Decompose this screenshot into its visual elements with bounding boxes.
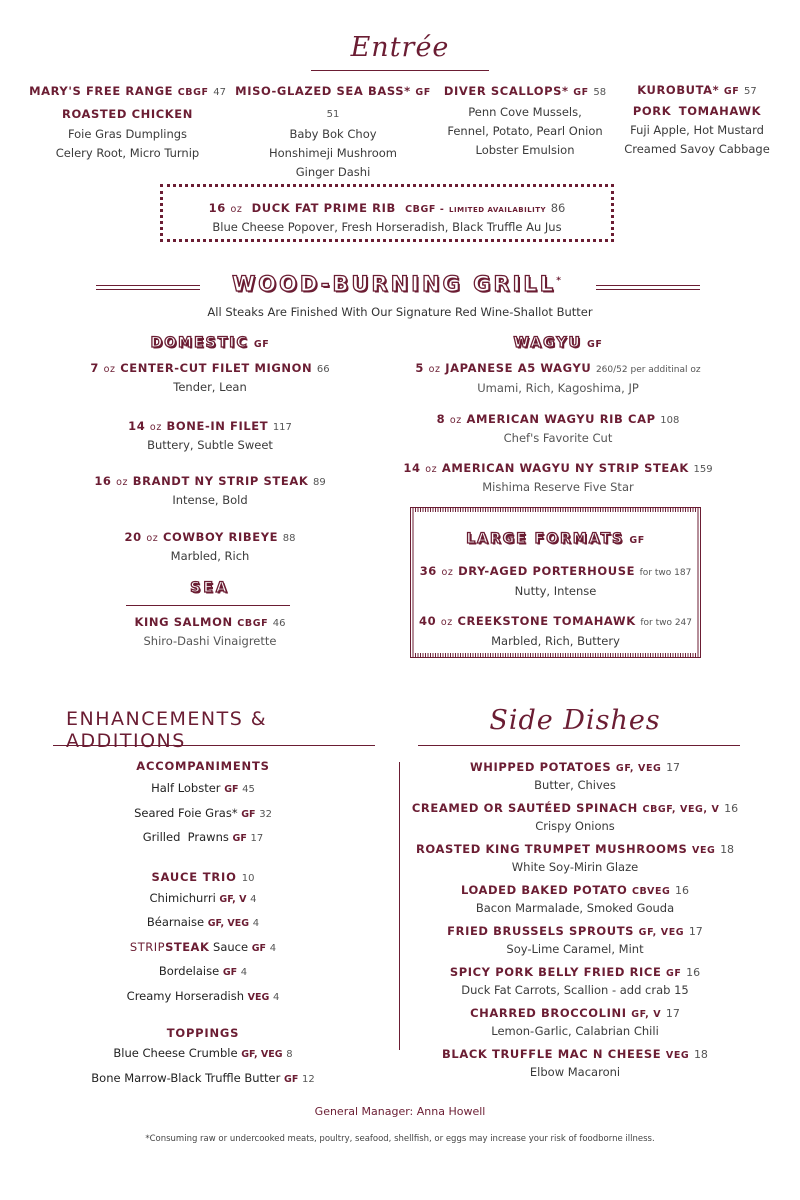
wagyu-section	[408, 332, 708, 355]
grill-asterisk: *	[556, 276, 564, 286]
item-desc: White Soy-Mirin Glaze	[511, 860, 639, 874]
item-desc: Fuji Apple, Hot Mustard	[630, 123, 764, 137]
wagyu-title: WAGYU	[513, 335, 582, 351]
side-item	[410, 759, 740, 800]
item-price: 16	[675, 884, 690, 897]
side-item	[410, 800, 740, 841]
sauce-item	[53, 911, 353, 936]
diet-tag: VEG	[665, 1050, 690, 1061]
domestic-section	[60, 332, 360, 355]
item-unit: oz	[103, 364, 116, 375]
wagyu-item	[400, 460, 716, 497]
item-desc: Marbled, Rich, Buttery	[491, 634, 620, 648]
item-name: CREEKSTONE TOMAHAWK	[457, 614, 636, 628]
grill-title	[205, 272, 591, 296]
diet-tag: GF	[586, 339, 603, 350]
item-oz: 36	[419, 564, 437, 578]
item-unit: oz	[146, 533, 159, 544]
side-item	[410, 1005, 740, 1046]
diet-tag: GF	[232, 833, 247, 844]
grill-rule-left	[96, 285, 200, 290]
item-unit: oz	[449, 415, 462, 426]
entree-title: Entrée	[350, 32, 450, 63]
domestic-item	[60, 529, 360, 566]
item-unit: oz	[149, 422, 162, 433]
sauce-item	[53, 887, 353, 912]
item-price: 17	[688, 925, 703, 938]
health-disclaimer: *Consuming raw or undercooked meats, poultry, seafood, shellfish, or eggs may increase your risk of foodborne illness.	[145, 1134, 655, 1144]
grill-subtitle: All Steaks Are Finished With Our Signature Red Wine-Shallot Butter	[207, 305, 593, 319]
item-name: ROASTED KING TRUMPET MUSHROOMS	[415, 842, 688, 856]
item-unit: oz	[116, 477, 129, 488]
item-price: 45	[242, 784, 255, 795]
item-name: BRANDT NY STRIP STEAK	[132, 474, 309, 488]
side-dishes-underline	[418, 745, 740, 746]
item-oz: 40	[419, 614, 437, 628]
item-price: 88	[282, 533, 296, 544]
brand-steak: STEAK	[165, 939, 210, 954]
item-price: 18	[693, 1048, 708, 1061]
diet-tag: GF	[253, 339, 270, 350]
item-unit: oz	[428, 364, 441, 375]
domestic-item	[60, 473, 360, 510]
accompaniment-item	[53, 777, 353, 802]
item-name: AMERICAN WAGYU RIB CAP	[466, 412, 656, 426]
diet-tag: GF	[573, 87, 589, 98]
item-desc: Nutty, Intense	[514, 584, 597, 598]
sauce-item	[53, 960, 353, 985]
diet-tag: GF	[241, 808, 256, 820]
item-price: 4	[240, 967, 248, 978]
limited-note: LIMITED AVAILABILITY	[449, 206, 547, 214]
item-name: DRY-AGED PORTERHOUSE	[458, 564, 636, 578]
accompaniment-item	[53, 826, 353, 851]
diet-tag: GF, V	[219, 893, 247, 905]
sea-underline	[126, 605, 290, 606]
diet-tag: GF, VEG	[207, 918, 250, 929]
item-desc: Lobster Emulsion	[475, 143, 575, 157]
item-price: 4	[252, 918, 260, 929]
side-dishes-list	[410, 759, 740, 1087]
sauce-item	[53, 936, 353, 961]
item-desc: Creamed Savoy Cabbage	[624, 142, 770, 156]
item-oz: 14	[128, 419, 146, 433]
item-price: 58	[593, 87, 607, 98]
item-desc: Baby Bok Choy	[289, 127, 377, 141]
enhancements-underline	[53, 745, 375, 746]
item-price: 18	[720, 843, 735, 856]
item-desc: Marbled, Rich	[170, 549, 250, 563]
entree-item-scallops	[435, 81, 615, 160]
item-name: DUCK FAT PRIME RIB	[251, 201, 396, 215]
item-price: 260/52 per additinal oz	[595, 365, 701, 375]
enhancements-list	[53, 758, 353, 1091]
sauce-trio-title: SAUCE TRIO	[151, 869, 237, 884]
item-name: Grilled Prawns	[142, 830, 229, 844]
item-oz: 14	[403, 461, 421, 475]
side-dishes-title: Side Dishes	[489, 705, 661, 736]
item-price: 117	[272, 422, 292, 433]
item-price: 4	[250, 893, 257, 905]
brand-strip: STRIP	[129, 939, 166, 954]
diet-tag: GF	[666, 968, 682, 979]
item-desc: Intense, Bold	[172, 493, 248, 507]
entree-title-underline	[311, 70, 489, 71]
domestic-item	[60, 360, 360, 397]
item-unit: oz	[441, 567, 454, 578]
item-name: KUROBUTA*	[637, 83, 720, 97]
side-item	[410, 1046, 740, 1087]
item-price: 89	[312, 477, 326, 488]
item-name: BLACK TRUFFLE MAC N CHEESE	[442, 1047, 662, 1061]
entree-item-pork	[612, 81, 782, 159]
item-price: 108	[660, 415, 680, 426]
diet-tag: GF, VEG	[241, 1049, 283, 1060]
accompaniment-item	[53, 802, 353, 827]
item-desc: Penn Cove Mussels,	[468, 105, 582, 119]
item-name-line2: PORK TOMAHAWK	[632, 104, 762, 118]
item-price: 16	[686, 966, 701, 979]
item-name: Chimichurri	[149, 890, 216, 905]
diet-tag: GF	[251, 942, 267, 954]
item-oz: 8	[436, 412, 446, 426]
diet-tag: GF, VEG	[638, 927, 685, 938]
item-price: 4	[269, 942, 277, 954]
item-desc: Fennel, Potato, Pearl Onion	[447, 124, 603, 138]
item-price: 159	[693, 464, 713, 475]
item-desc: Lemon-Garlic, Calabrian Chili	[491, 1024, 659, 1038]
item-desc: Crispy Onions	[535, 819, 615, 833]
item-desc: Ginger Dashi	[295, 165, 371, 179]
entree-item-chicken	[20, 81, 235, 163]
item-price: 17	[250, 833, 264, 844]
item-unit: oz	[425, 464, 438, 475]
item-name: FRIED BRUSSELS SPROUTS	[447, 924, 635, 938]
item-price: 46	[272, 618, 286, 629]
item-desc: Buttery, Subtle Sweet	[147, 438, 273, 452]
item-unit: oz	[230, 204, 243, 215]
diet-tag: GF, V	[631, 1009, 662, 1020]
large-item	[415, 563, 696, 601]
item-oz: 16	[94, 474, 112, 488]
topping-item	[53, 1067, 353, 1092]
diet-tag: VEG	[247, 991, 270, 1003]
side-item	[410, 841, 740, 882]
entree-item-sea-bass	[228, 81, 438, 182]
general-manager: General Manager: Anna Howell	[314, 1105, 486, 1118]
item-name: BONE-IN FILET	[166, 419, 269, 433]
item-price: for two 247	[640, 618, 692, 628]
sauce-item	[53, 985, 353, 1010]
item-desc: Umami, Rich, Kagoshima, JP	[477, 381, 639, 395]
side-item	[410, 882, 740, 923]
item-name: MARY'S FREE RANGE	[29, 84, 174, 98]
diet-tag: CBGF	[237, 618, 269, 629]
grill-rule-right	[596, 285, 700, 290]
item-name: Half Lobster	[151, 781, 221, 795]
large-formats-title: LARGE FORMATS	[466, 531, 625, 547]
item-price: for two 187	[639, 568, 692, 578]
item-desc: Bacon Marmalade, Smoked Gouda	[475, 901, 675, 915]
item-name: AMERICAN WAGYU NY STRIP STEAK	[441, 461, 689, 475]
item-price: 57	[744, 86, 757, 97]
item-name: WHIPPED POTATOES	[469, 760, 612, 774]
item-desc: Elbow Macaroni	[529, 1065, 621, 1079]
wagyu-item	[400, 411, 716, 448]
diet-tag: GF	[224, 784, 239, 795]
item-name: COWBOY RIBEYE	[162, 530, 279, 544]
toppings-title: TOPPINGS	[166, 1026, 240, 1040]
sea-item	[60, 614, 360, 651]
item-unit: oz	[440, 617, 453, 628]
diet-tag: GF	[415, 87, 431, 98]
item-price: 12	[301, 1073, 315, 1085]
item-price: 66	[316, 364, 330, 375]
large-item	[415, 613, 696, 651]
large-formats-box	[410, 507, 701, 658]
diet-tag: GF	[629, 535, 645, 546]
sauce-trio-price: 10	[241, 872, 255, 884]
diet-tag: VEG	[692, 845, 716, 856]
item-desc: Duck Fat Carrots, Scallion - add crab 15	[461, 983, 689, 997]
item-desc: Honshimeji Mushroom	[268, 146, 397, 160]
item-oz: 5	[415, 361, 425, 375]
sea-title: SEA	[190, 580, 230, 596]
accompaniments-title: ACCOMPANIMENTS	[136, 759, 270, 773]
item-name: CREAMED OR SAUTÉED SPINACH	[411, 801, 638, 815]
side-item	[410, 923, 740, 964]
item-price: 51	[326, 109, 340, 120]
diet-tag: GF	[284, 1073, 299, 1085]
item-oz: 7	[90, 361, 99, 375]
item-name: Béarnaise	[146, 915, 205, 929]
item-price: 47	[213, 87, 226, 98]
domestic-title: DOMESTIC	[150, 335, 249, 351]
topping-item	[53, 1042, 353, 1067]
item-desc: Shiro-Dashi Vinaigrette	[143, 634, 277, 648]
diet-tag: GF	[723, 86, 740, 97]
item-name: Creamy Horseradish	[126, 988, 244, 1003]
item-desc: Celery Root, Micro Turnip	[55, 146, 200, 160]
item-name: Blue Cheese Crumble	[113, 1046, 238, 1060]
item-name-line2: ROASTED CHICKEN	[62, 107, 193, 121]
item-desc: Soy-Lime Caramel, Mint	[506, 942, 644, 956]
item-desc: Chef's Favorite Cut	[503, 431, 613, 445]
diet-tag: CBGF	[177, 87, 209, 98]
item-name: DIVER SCALLOPS*	[443, 84, 569, 98]
item-name: CHARRED BROCCOLINI	[470, 1006, 627, 1020]
item-desc: Mishima Reserve Five Star	[482, 480, 634, 494]
wagyu-item	[400, 360, 716, 398]
item-price: 17	[665, 1007, 680, 1020]
item-name: LOADED BAKED POTATO	[460, 883, 628, 897]
item-price: 8	[286, 1049, 293, 1060]
domestic-item	[60, 418, 360, 455]
item-price: 4	[272, 991, 280, 1003]
item-desc: Blue Cheese Popover, Fresh Horseradish, Black Truffle Au Jus	[212, 220, 562, 234]
diet-tag: GF, VEG	[615, 763, 662, 774]
item-name: JAPANESE A5 WAGYU	[445, 361, 592, 375]
enhancements-title: ENHANCEMENTS & ADDITIONS	[66, 708, 268, 752]
grill-title-text: WOOD-BURNING GRILL	[232, 272, 557, 296]
side-item	[410, 964, 740, 1005]
diet-tag: CBGF -	[405, 204, 445, 215]
item-oz: 16	[208, 201, 226, 215]
diet-tag: CBVEG	[631, 886, 671, 897]
item-name: CENTER-CUT FILET MIGNON	[120, 361, 313, 375]
item-oz: 20	[124, 530, 142, 544]
item-price: 17	[666, 761, 681, 774]
item-name: MISO-GLAZED SEA BASS*	[235, 84, 411, 98]
item-name: SPICY PORK BELLY FRIED RICE	[449, 965, 662, 979]
item-price: 86	[550, 201, 566, 215]
item-name: Bone Marrow-Black Truffle Butter	[91, 1070, 281, 1085]
item-desc: Butter, Chives	[534, 778, 616, 792]
item-name: KING SALMON	[134, 615, 233, 629]
item-price: 16	[724, 802, 739, 815]
item-name: Bordelaise	[158, 964, 220, 978]
feature-box	[160, 184, 614, 242]
diet-tag: CBGF, VEG, V	[642, 804, 720, 815]
item-desc: Tender, Lean	[173, 380, 247, 394]
column-divider	[399, 762, 400, 1050]
item-desc: Foie Gras Dumplings	[67, 127, 188, 141]
item-name: Sauce	[209, 939, 249, 954]
item-price: 32	[259, 808, 272, 820]
item-name: Seared Foie Gras*	[134, 805, 238, 820]
diet-tag: GF	[222, 967, 238, 978]
